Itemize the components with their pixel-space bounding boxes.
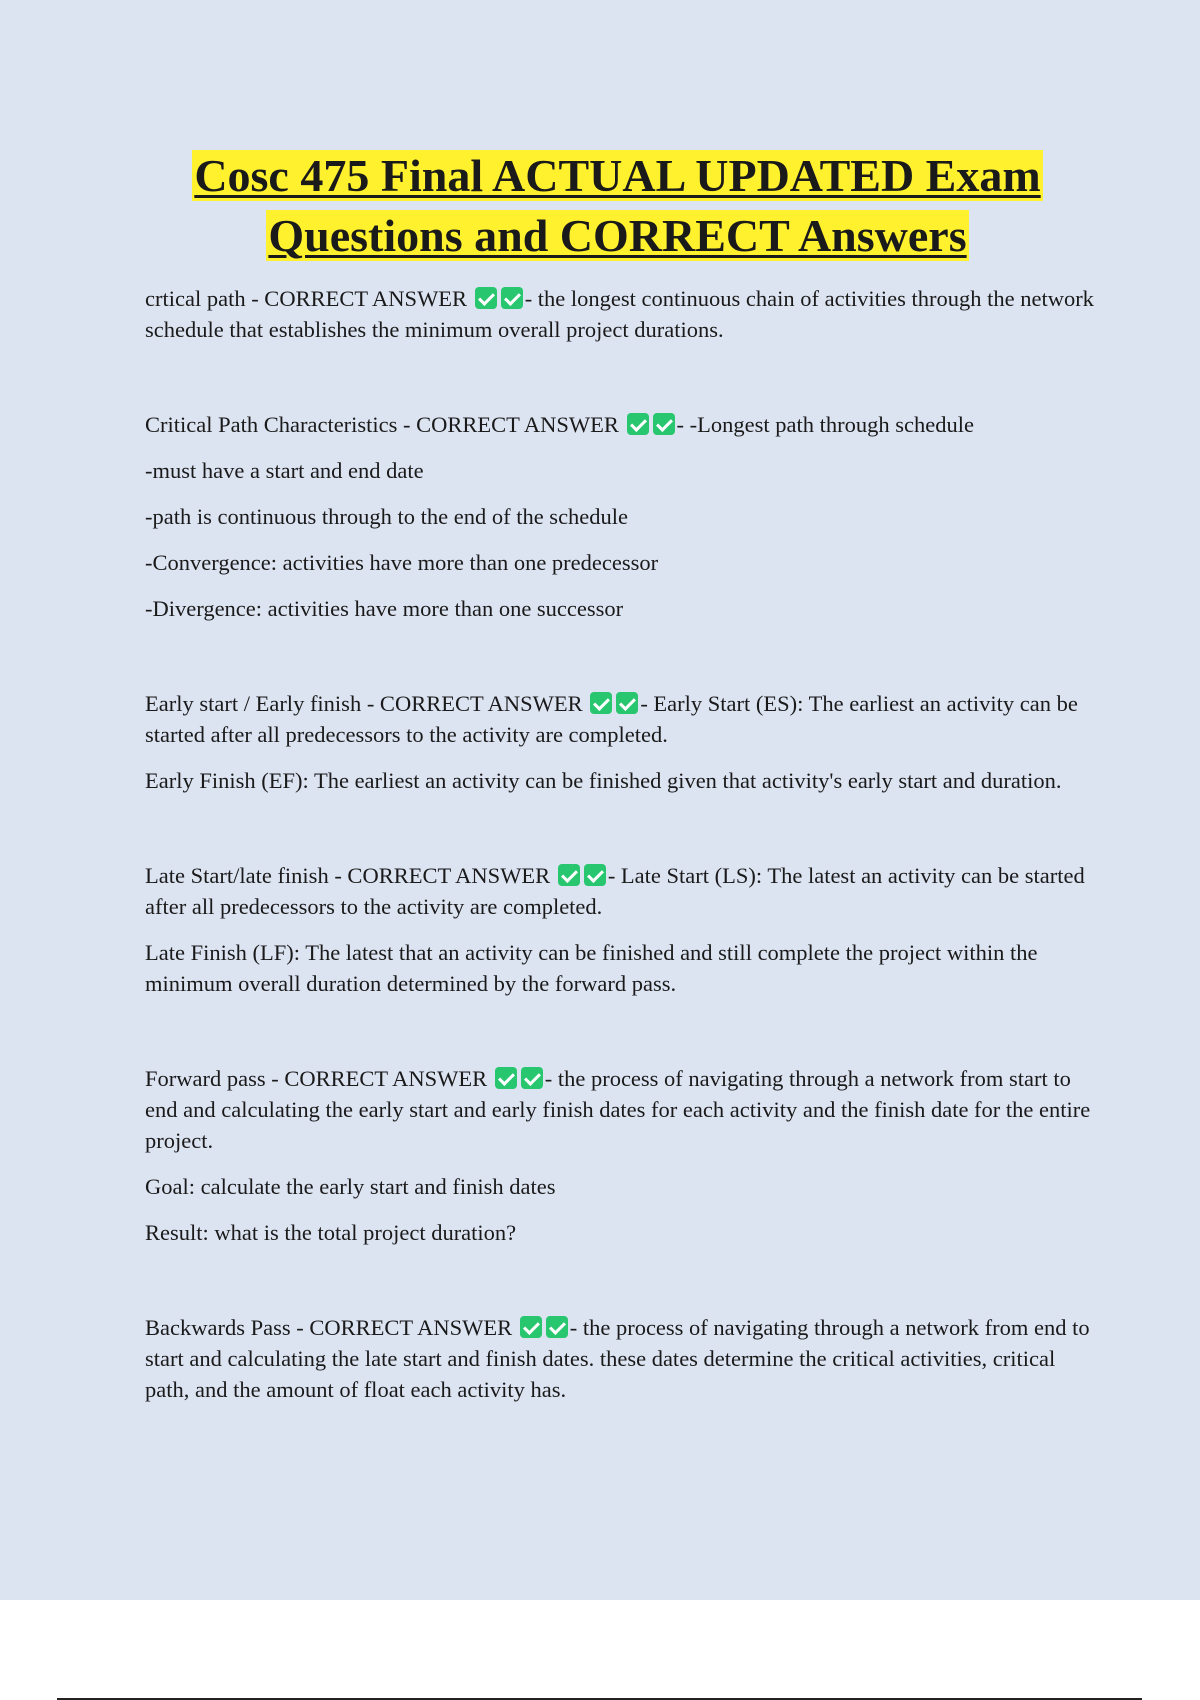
qa-first-line bbox=[145, 1312, 1095, 1405]
qa-first-line bbox=[145, 860, 1095, 922]
qa-term: Backwards Pass - CORRECT ANSWER bbox=[145, 1315, 513, 1340]
qa-entry bbox=[145, 283, 1095, 345]
qa-entry bbox=[145, 688, 1095, 796]
qa-list bbox=[145, 283, 1095, 1469]
qa-detail-line: -must have a start and end date bbox=[145, 458, 424, 483]
qa-term: Critical Path Characteristics - CORRECT ANSWER bbox=[145, 412, 619, 437]
document-title bbox=[140, 146, 1095, 266]
qa-detail-line: -path is continuous through to the end of the schedule bbox=[145, 504, 629, 529]
qa-term: crtical path - CORRECT ANSWER bbox=[145, 286, 468, 311]
check-icon bbox=[520, 1316, 542, 1338]
qa-detail-line: Early Finish (EF): The earliest an activity can be finished given that activity's early start and duration. bbox=[145, 768, 1062, 793]
qa-answer: - Early Start (ES): The earliest an activity can be started after all predecessors to the activity are completed. bbox=[145, 691, 1078, 747]
qa-term: Late Start/late finish - CORRECT ANSWER bbox=[145, 863, 551, 888]
qa-detail-line: -Divergence: activities have more than one successor bbox=[145, 596, 624, 621]
check-icon bbox=[521, 1067, 543, 1089]
qa-term: Early start / Early finish - CORRECT ANSWER bbox=[145, 691, 583, 716]
qa-entry bbox=[145, 860, 1095, 999]
check-icon bbox=[558, 864, 580, 886]
qa-first-line bbox=[145, 1063, 1095, 1156]
qa-detail-line: Goal: calculate the early start and finish dates bbox=[145, 1174, 556, 1199]
check-icon bbox=[653, 413, 675, 435]
check-icon bbox=[627, 413, 649, 435]
check-icon bbox=[501, 287, 523, 309]
check-icon bbox=[475, 287, 497, 309]
check-icon bbox=[590, 692, 612, 714]
qa-detail-line: Late Finish (LF): The latest that an activity can be finished and still complete the project within the minimum overall duration determined by the forward pass. bbox=[145, 940, 1038, 996]
title-line-2: Questions and CORRECT Answers bbox=[268, 210, 967, 261]
qa-answer: - the longest continuous chain of activities through the network schedule that establishes the minimum overall project durations. bbox=[145, 286, 1094, 342]
qa-answer: - the process of navigating through a network from start to end and calculating the early start and early finish dates for each activity and the finish date for the entire project. bbox=[145, 1066, 1091, 1153]
qa-answer: - Late Start (LS): The latest an activity can be started after all predecessors to the activity are completed. bbox=[145, 863, 1085, 919]
check-icon bbox=[495, 1067, 517, 1089]
check-icon bbox=[616, 692, 638, 714]
qa-answer: - -Longest path through schedule bbox=[676, 412, 974, 437]
qa-detail-line: -Convergence: activities have more than one predecessor bbox=[145, 550, 659, 575]
qa-detail-line: Result: what is the total project duration? bbox=[145, 1220, 517, 1245]
title-line-1: Cosc 475 Final ACTUAL UPDATED Exam bbox=[194, 150, 1041, 201]
check-icon bbox=[584, 864, 606, 886]
qa-answer: - the process of navigating through a network from end to start and calculating the late start and finish dates. these dates determine the critical activities, critical path, and the amount of float each activity has. bbox=[145, 1315, 1090, 1402]
qa-first-line bbox=[145, 409, 1095, 440]
qa-entry bbox=[145, 1063, 1095, 1248]
qa-entry bbox=[145, 409, 1095, 624]
qa-first-line bbox=[145, 688, 1095, 750]
check-icon bbox=[546, 1316, 568, 1338]
qa-first-line bbox=[145, 283, 1095, 345]
qa-term: Forward pass - CORRECT ANSWER bbox=[145, 1066, 488, 1091]
qa-entry bbox=[145, 1312, 1095, 1405]
